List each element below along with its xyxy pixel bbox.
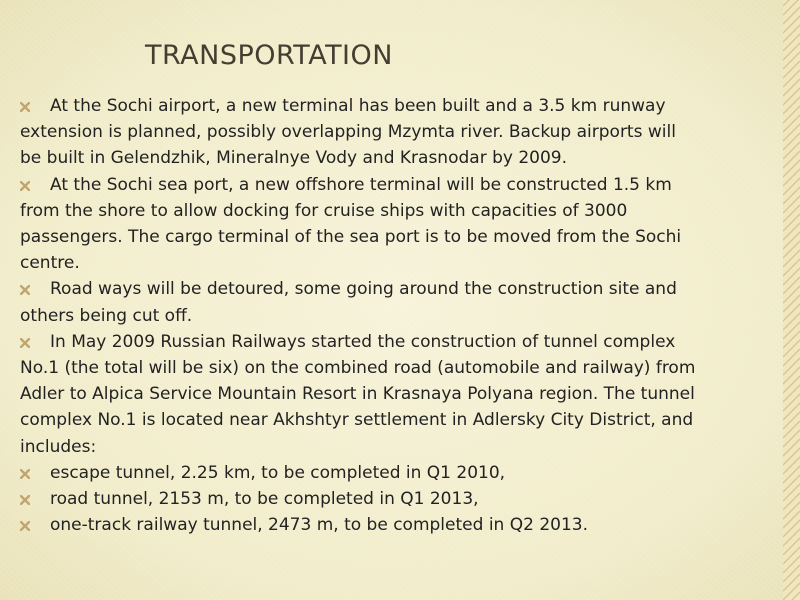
bullet-paragraph-2: [20, 172, 700, 277]
x-bullet-icon: [20, 172, 50, 191]
sub-item-text: escape tunnel, 2.25 km, to be completed in Q1 2010,: [50, 462, 506, 483]
x-bullet-icon: [20, 276, 50, 295]
x-bullet-icon: [20, 460, 50, 479]
bullet-paragraph-3: [20, 276, 700, 328]
paragraph-text: In May 2009 Russian Railways started the construction of tunnel complex No.1 (the total will be six) on the combined road (automobile and railway) from Adler to Alpica Service Mountain Resort in Krasnaya Polyana region. The tunnel complex No.1 is located near Akhshtyr settlement in Adlersky City District, and includes:: [20, 331, 696, 457]
slide-body: [20, 93, 700, 538]
bullet-paragraph-4: [20, 329, 700, 460]
sub-item-3: [20, 512, 700, 538]
paragraph-text: At the Sochi sea port, a new offshore terminal will be constructed 1.5 km from the shore to allow docking for cruise ships with capacities of 3000 passengers. The cargo terminal of the sea port is to be moved from the Sochi centre.: [20, 174, 682, 274]
sub-item-2: [20, 486, 700, 512]
sub-item-text: one-track railway tunnel, 2473 m, to be completed in Q2 2013.: [50, 515, 588, 536]
slide-title: TRANSPORTATION: [145, 40, 393, 71]
sub-item-text: road tunnel, 2153 m, to be completed in Q1 2013,: [50, 489, 479, 510]
bullet-paragraph-1: [20, 93, 700, 172]
x-bullet-icon: [20, 329, 50, 348]
paragraph-text: Road ways will be detoured, some going around the construction site and others being cut off.: [20, 279, 677, 326]
sub-item-1: [20, 460, 700, 486]
decorative-stripes: [783, 0, 800, 600]
x-bullet-icon: [20, 486, 50, 505]
paragraph-text: At the Sochi airport, a new terminal has been built and a 3.5 km runway extension is planned, possibly overlapping Mzymta river. Backup airports will be built in Gelendzhik, Mineralnye Vody and Krasnodar by 2009.: [20, 96, 676, 169]
x-bullet-icon: [20, 93, 50, 112]
x-bullet-icon: [20, 512, 50, 531]
